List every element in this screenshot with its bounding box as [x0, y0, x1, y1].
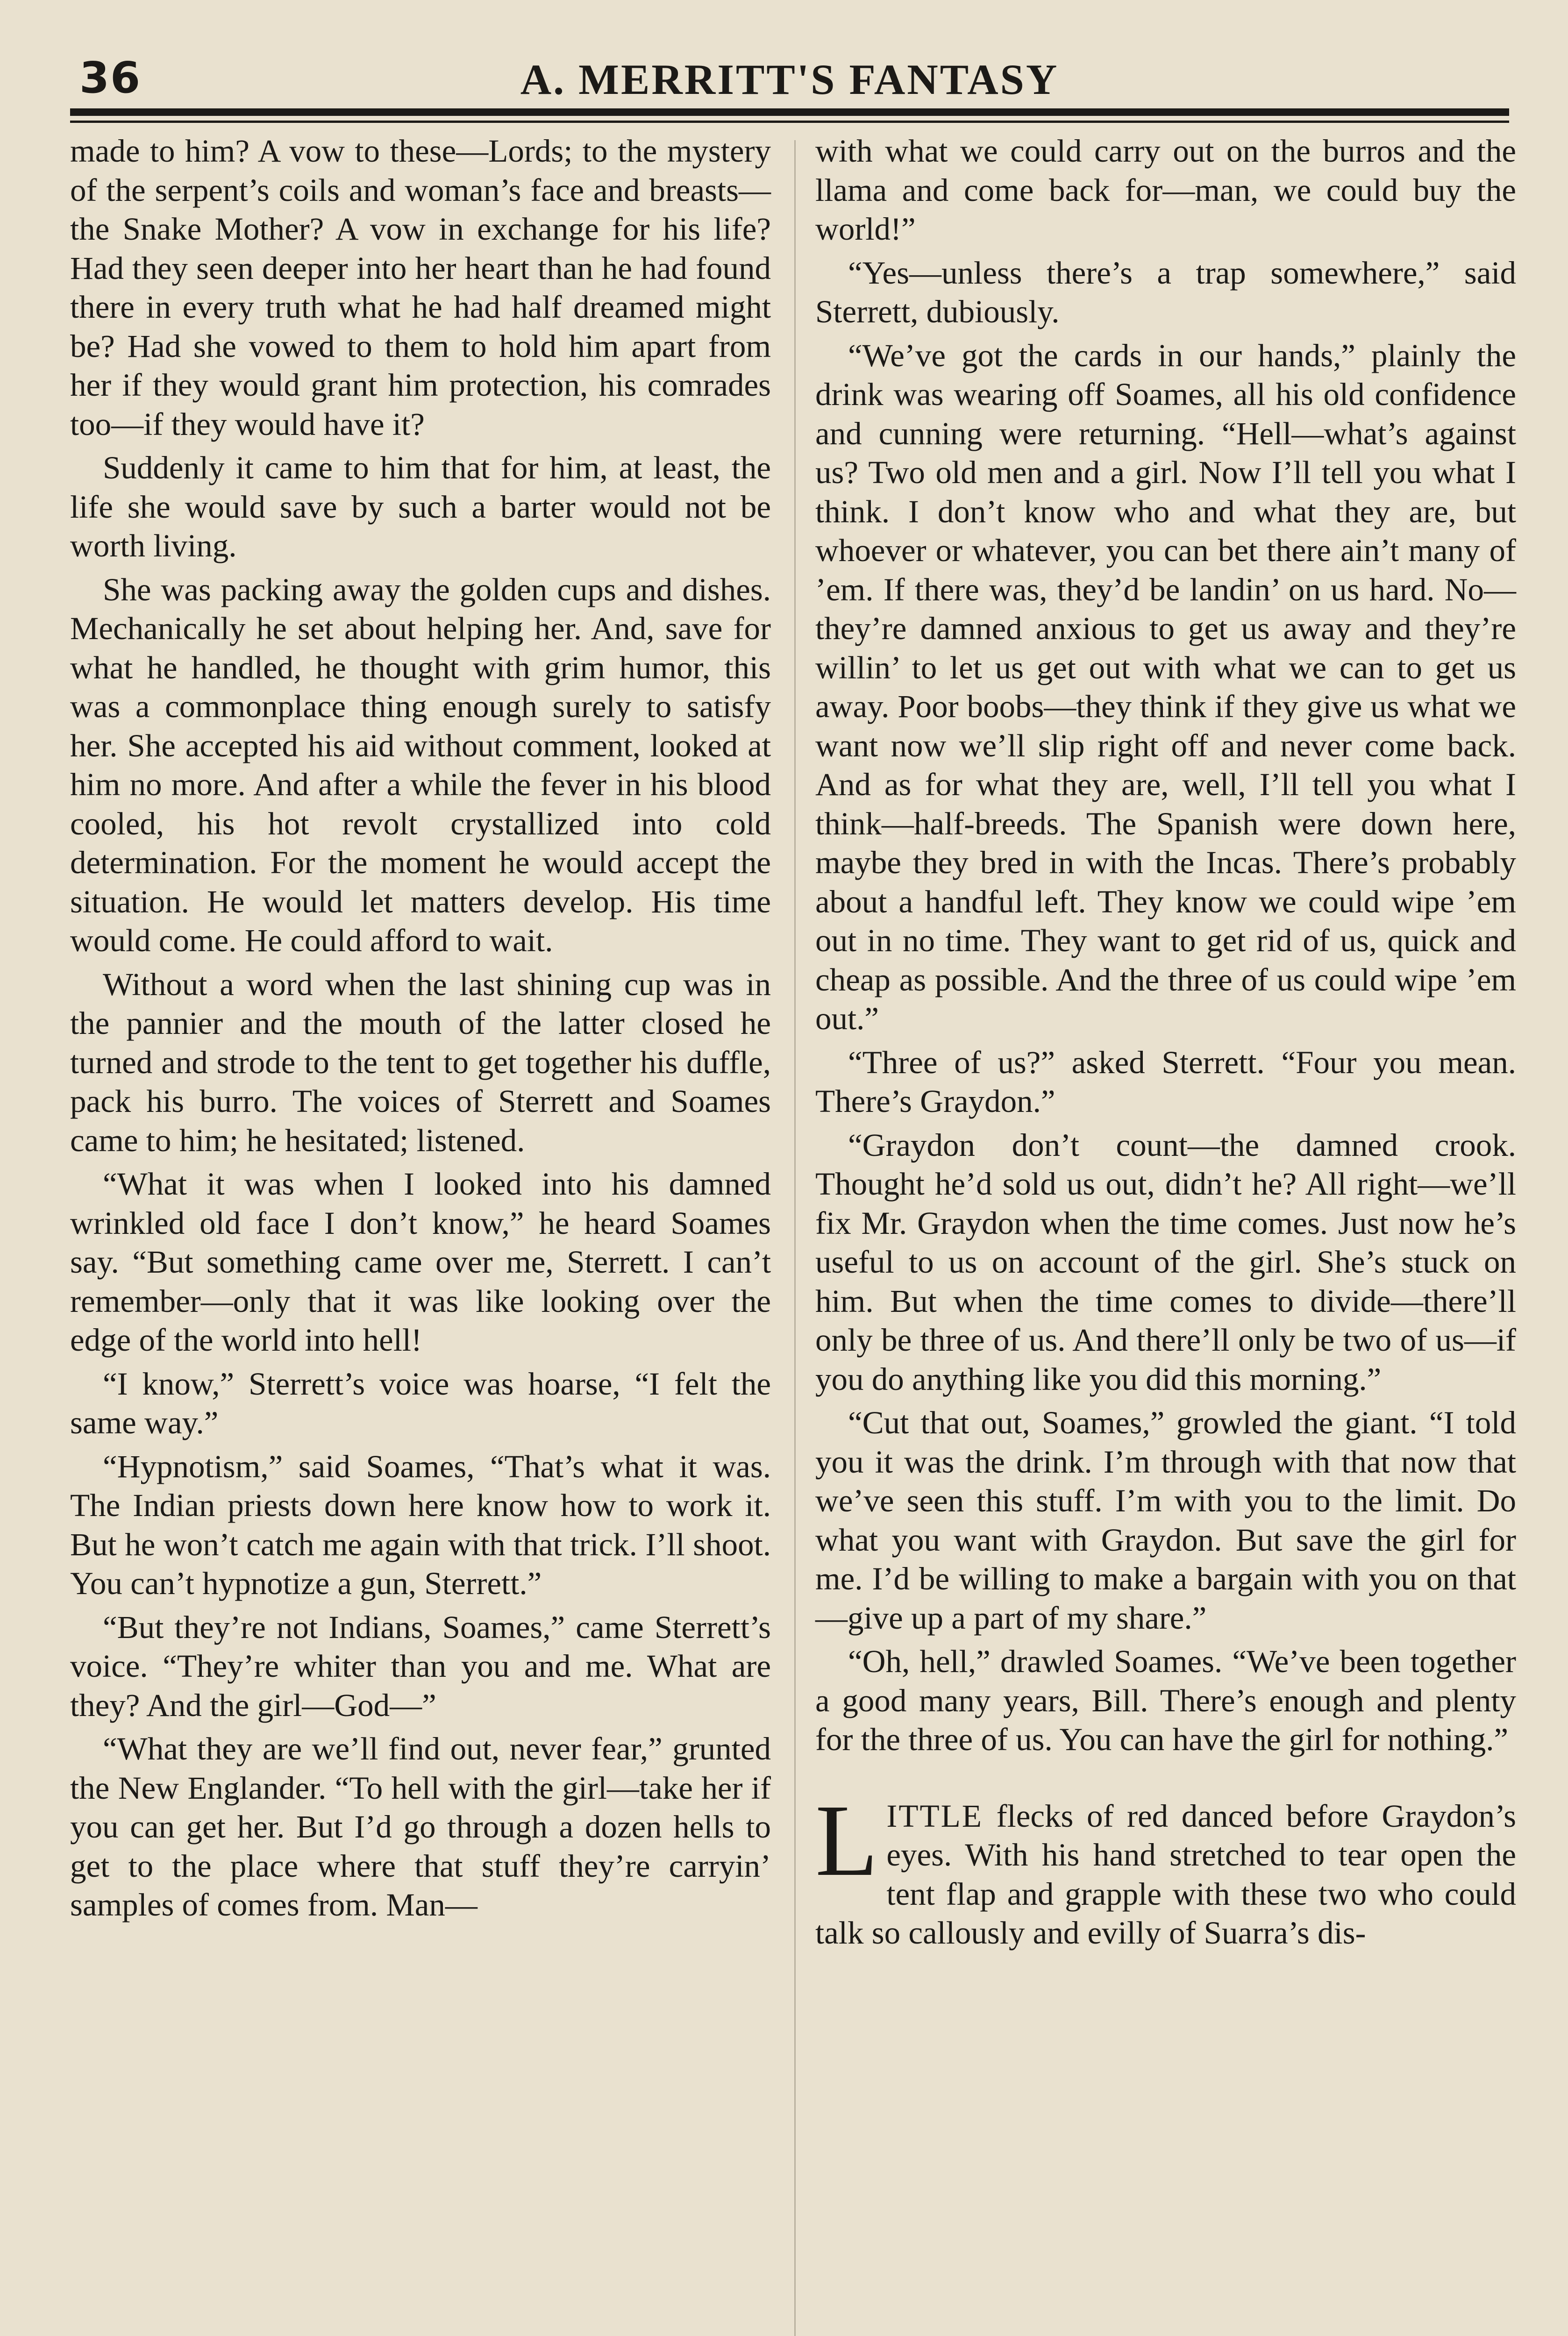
paragraph: with what we could carry out on the burros and the llama and come back for—man, we could buy the world!”: [815, 133, 1516, 247]
paragraph: “What it was when I looked into his damned wrinkled old face I don’t know,” he heard Soames say. “But something came over me, Sterrett. I can’t remember—only that it was like looking over the edge of the world into hell!: [70, 1166, 771, 1358]
paragraph: “Oh, hell,” drawled Soames. “We’ve been together a good many years, Bill. There’s enough and plenty for the three of us. You can have the girl for nothing.”: [815, 1644, 1516, 1757]
paragraph: “We’ve got the cards in our hands,” plainly the drink was wearing off Soames, all his old confidence and cunning were returning. “Hell—what’s against us? Two old men and a girl. Now I’ll tell you what I think. I don’t know who and what they are, but whoever or whatever, you can bet there ain’t many of ’em. If there was, they’d be landin’ on us hard. No—they’re damned anxious to get us away and they’re willin’ to let us get out with what we can to get us away. Poor boobs—they think if they give us what we want now we’ll slip right off and never come back. And as for what they are, well, I’ll tell you what I think—half-breeds. The Spanish were down here, maybe they bred in with the Incas. There’s probably about a handful left. They know we could wipe ’em out in no time. They want to get rid of us, quick and cheap as possible. And the three of us could wipe ’em out.”: [815, 337, 1516, 1036]
drop-cap: L: [815, 1783, 878, 1897]
section-break: [815, 1759, 1516, 1797]
paragraph: Without a word when the last shining cup was in the pannier and the mouth of the latter closed he turned and strode to the tent to get together his duffle, pack his burro. The voices of Sterrett and Soames came to him; he hesitated; listened.: [70, 966, 771, 1158]
section-text: flecks of red danced before Graydon’s eyes. With his hand stretched to tear open the tent flap and grapple with these two who could talk so callously and evilly of Suarra’s dis-: [815, 1798, 1516, 1951]
paragraph: “But they’re not Indians, Soames,” came Sterrett’s voice. “They’re whiter than you and me. What are they? And the girl—God—”: [70, 1609, 771, 1723]
paragraph: “Hypnotism,” said Soames, “That’s what it was. The Indian priests down here know how to work it. But he won’t catch me again with that trick. I’ll shoot. You can’t hypnotize a gun, Sterrett.”: [70, 1448, 771, 1601]
running-head: A. MERRITT'S FANTASY: [520, 56, 1059, 103]
paragraph: “Graydon don’t count—the damned crook. Thought he’d sold us out, didn’t he? All right—we’ll fix Mr. Graydon when the time comes. Just now he’s useful to us on account of the girl. She’s stuck on him. But when the time comes to divide—there’ll only be three of us. And there’ll only be two of us—if you do anything like you did this morning.”: [815, 1127, 1516, 1397]
paragraph: “Yes—unless there’s a trap somewhere,” said Sterrett, dubiously.: [815, 255, 1516, 329]
paragraph: She was packing away the golden cups and dishes. Mechanically he set about helping her. And, save for what he handled, he thought with grim humor, this was a commonplace thing enough surely to satisfy her. She accepted his aid without comment, looked at him no more. And after a while the fever in his blood cooled, his hot revolt crystallized into cold determination. For the moment he would accept the situation. He would let matters develop. His time would come. He could afford to wait.: [70, 571, 771, 958]
page-number: 36: [79, 53, 142, 103]
lead-caps: ITTLE: [886, 1798, 983, 1834]
left-column: [70, 132, 771, 1925]
paragraph: Suddenly it came to him that for him, at least, the life she would save by such a barter would not be worth living.: [70, 450, 771, 563]
right-column: [815, 132, 1516, 1953]
paragraph: “What they are we’ll find out, never fear,” grunted the New Englander. “To hell with the girl—take her if you can get her. But I’d go through a dozen hells to get to the place where that stuff they’re carryin’ samples of comes from. Man—: [70, 1731, 771, 1923]
section-opening-paragraph: [815, 1783, 1516, 1953]
column-divider: [794, 140, 796, 2336]
page-header: [70, 44, 1509, 110]
paragraph: “Three of us?” asked Sterrett. “Four you mean. There’s Graydon.”: [815, 1044, 1516, 1119]
paragraph: “Cut that out, Soames,” growled the giant. “I told you it was the drink. I’m through with that now that we’ve seen this stuff. I’m with you to the limit. Do what you want with Graydon. But save the girl for me. I’d be willing to make a bargain with you on that—give up a part of my share.”: [815, 1405, 1516, 1636]
header-rule-thick: [70, 108, 1509, 116]
paragraph: “I know,” Sterrett’s voice was hoarse, “I felt the same way.”: [70, 1366, 771, 1440]
paragraph: made to him? A vow to these—Lords; to the mystery of the serpent’s coils and woman’s face and breasts—the Snake Mother? A vow in exchange for his life? Had they seen deeper into her heart than he had found there in every truth what he had half dreamed might be? Had she vowed to them to hold him apart from her if they would grant him protection, his comrades too—if they would have it?: [70, 133, 771, 442]
header-rule-thin: [70, 121, 1509, 123]
